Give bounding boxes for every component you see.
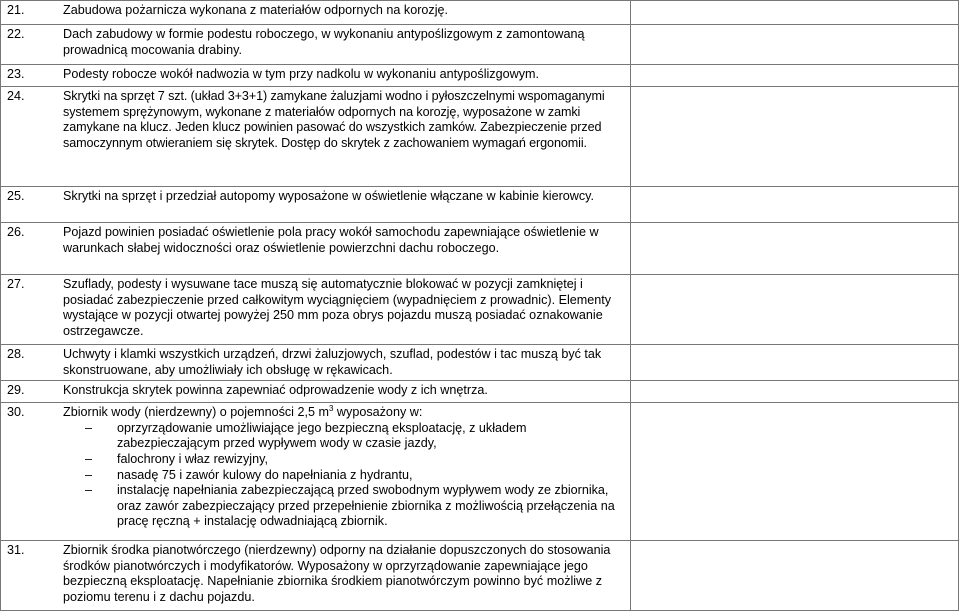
requirement-cell — [1, 65, 631, 87]
item-number: 28. — [7, 347, 25, 361]
table-row — [1, 381, 959, 403]
item-text: Podesty robocze wokół nadwozia w tym przy nadkolu w wykonaniu antypoślizgowym. — [63, 67, 539, 81]
item-text-lead-end: wyposażony w: — [333, 405, 423, 420]
table-row — [1, 187, 959, 223]
answer-cell[interactable] — [631, 187, 959, 223]
item-text: Skrytki na sprzęt 7 szt. (układ 3+3+1) zamykane żaluzjami wodno i pyłoszczelnymi wspomaganymi systemem sprężynowym, wykonane z materiałów odpornych na korozję, wyposażone w zamki zamykane na klucz. Jeden klucz powinien pasować do wszystkich zamków. Zabezpieczenie przed samoczynnym otwieraniem się skrytek. Dostęp do skrytek z zachowaniem wymagań ergonomii. — [63, 89, 605, 150]
item-number: 27. — [7, 277, 25, 291]
table-row — [1, 25, 959, 65]
item-text: Uchwyty i klamki wszystkich urządzeń, drzwi żaluzjowych, szuflad, podestów i tac muszą być tak skonstruowane, aby umożliwiały ich obsługę w rękawicach. — [63, 347, 602, 377]
item-text: Pojazd powinien posiadać oświetlenie pola pracy wokół samochodu zapewniające oświetlenie w warunkach słabej widoczności oraz oświetlenie powierzchni dachu roboczego. — [63, 225, 599, 255]
table-row — [1, 87, 959, 187]
table-row — [1, 223, 959, 275]
table-row — [1, 1, 959, 25]
item-text: Konstrukcja skrytek powinna zapewniać odprowadzenie wody z ich wnętrza. — [63, 383, 488, 398]
requirement-cell — [1, 87, 631, 187]
answer-cell[interactable] — [631, 345, 959, 381]
requirement-cell — [1, 187, 631, 223]
item-number: 21. — [7, 3, 25, 17]
item-text — [63, 405, 626, 530]
answer-cell[interactable] — [631, 381, 959, 403]
requirement-cell — [1, 275, 631, 345]
answer-cell[interactable] — [631, 403, 959, 541]
requirement-cell — [1, 223, 631, 275]
dash-bullet: – — [85, 451, 93, 466]
answer-cell[interactable] — [631, 87, 959, 187]
item-number: 22. — [7, 27, 25, 41]
item-number: 29. — [7, 383, 25, 398]
requirement-cell — [1, 1, 631, 25]
table-row — [1, 541, 959, 611]
requirement-cell — [1, 541, 631, 611]
item-text: Szuflady, podesty i wysuwane tace muszą się automatycznie blokować w pozycji zamkniętej i posiadać zabezpieczenie przed całkowitym wyciągnięciem (wypadnięciem z prowadnic). Elementy wystające w pozycji otwartej powyżej 250 mm poza obrys pojazdu muszą posiadać oznakowanie ostrzegawcze. — [63, 277, 612, 338]
item-number: 24. — [7, 89, 25, 103]
item-text-lead: Zbiornik wody (nierdzewny) o pojemności 2,5 m — [63, 405, 329, 420]
requirement-cell — [1, 25, 631, 65]
sub-list — [63, 421, 626, 530]
table-row — [1, 345, 959, 381]
item-number: 31. — [7, 543, 25, 558]
superscript-3: 3 — [328, 404, 334, 413]
answer-cell[interactable] — [631, 223, 959, 275]
requirement-cell — [1, 381, 631, 403]
dash-bullet: – — [85, 420, 93, 435]
item-text: Dach zabudowy w formie podestu roboczego, w wykonaniu antypoślizgowym z zamontowaną prowadnicą mocowania drabiny. — [63, 27, 585, 57]
answer-cell[interactable] — [631, 1, 959, 25]
requirement-cell — [1, 345, 631, 381]
table-row — [1, 403, 959, 541]
requirement-cell — [1, 403, 631, 541]
answer-cell[interactable] — [631, 25, 959, 65]
item-number: 25. — [7, 189, 25, 203]
item-number: 30. — [7, 405, 25, 420]
item-text: Skrytki na sprzęt i przedział autopomy wyposażone w oświetlenie włączane w kabinie kierowcy. — [63, 189, 595, 203]
answer-cell[interactable] — [631, 65, 959, 87]
item-number: 26. — [7, 225, 25, 239]
table-row — [1, 275, 959, 345]
answer-cell[interactable] — [631, 541, 959, 611]
sub-list-item: – oprzyrządowanie umożliwiające jego bezpieczną eksploatację, z układem zabezpieczającym przed wypływem wody w czasie jazdy, — [85, 420, 527, 451]
answer-cell[interactable] — [631, 275, 959, 345]
dash-bullet: – — [85, 483, 93, 498]
table-row — [1, 65, 959, 87]
dash-bullet: – — [85, 467, 93, 482]
sub-list-item: – nasadę 75 i zawór kulowy do napełniania z hydrantu, — [85, 467, 413, 482]
item-text: Zabudowa pożarnicza wykonana z materiałów odpornych na korozję. — [63, 3, 449, 17]
item-number: 23. — [7, 67, 25, 81]
sub-list-item: – instalację napełniania zabezpieczającą przed swobodnym wypływem wody ze zbiornika, oraz zawór zabezpieczający przed przepełnienie zbiornika z możliwością przełączenia na pracę ręczną + instalację odwadniającą zbiornik. — [85, 483, 615, 529]
sub-list-item: – falochrony i właz rewizyjny, — [85, 451, 268, 466]
item-text: Zbiornik środka pianotwórczego (nierdzewny) odporny na działanie dopuszczonych do stosowania środków pianotwórczych i modyfikatorów. Wyposażony w oprzyrządowanie zapewniające jego bezpieczną eksploatację. Napełnianie zbiornika środkiem pianotwórczym powinno być możliwe z poziomu terenu i z dachu pojazdu. — [63, 543, 611, 604]
